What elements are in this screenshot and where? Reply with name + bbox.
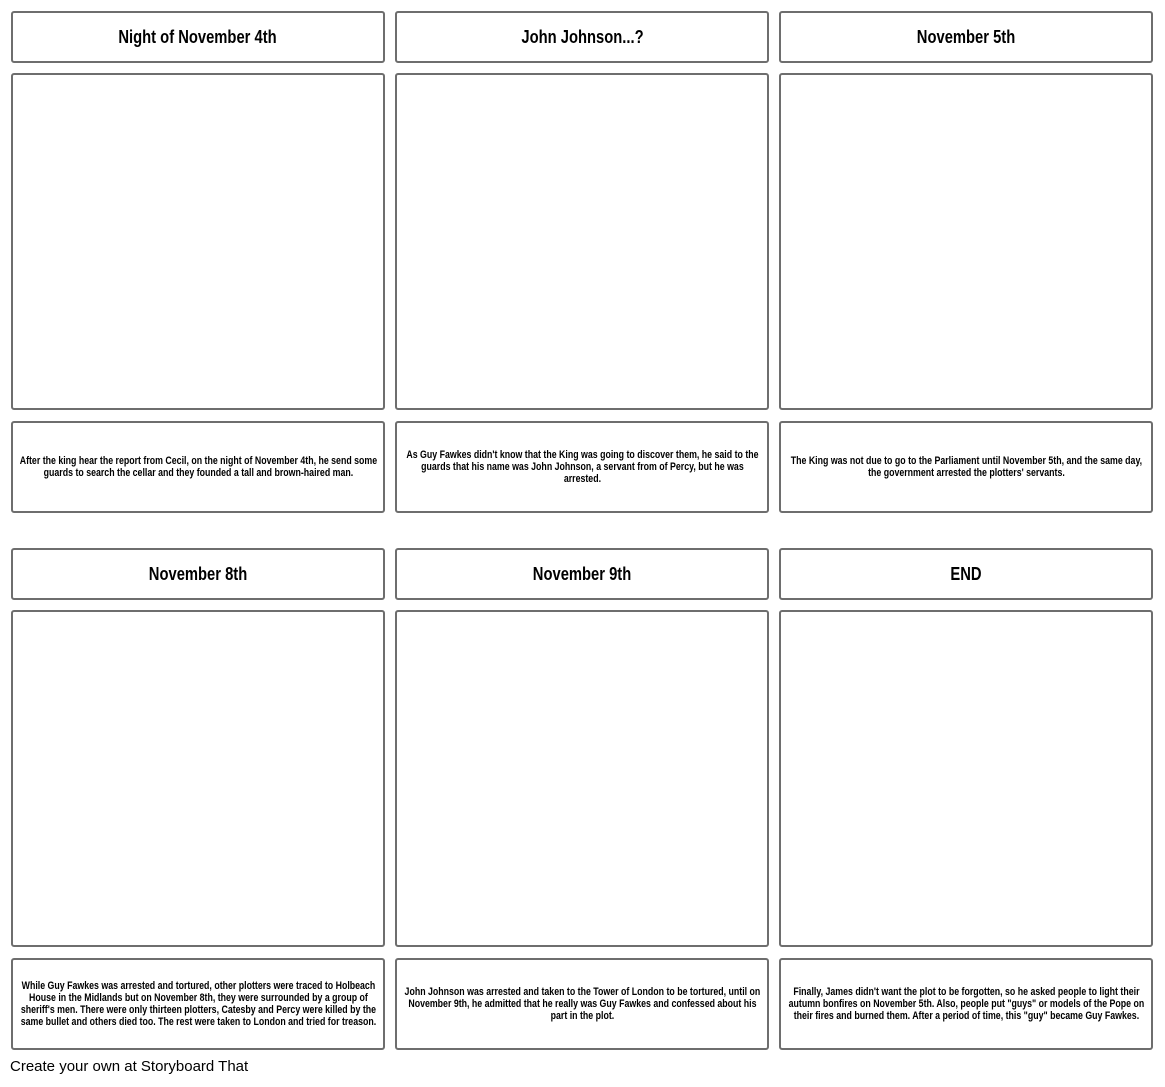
panel-5-title-box	[395, 548, 769, 600]
panel-3-title-box	[779, 11, 1153, 63]
panel-4-description-box	[11, 958, 385, 1050]
panel-1-title-box	[11, 11, 385, 63]
panel-1-description: After the king hear the report from Cecil, on the night of November 4th, he send some guards to search the cellar and they founded a tall and brown-haired man.	[19, 455, 377, 479]
panel-1-title: Night of November 4th	[118, 26, 278, 47]
panel-2-title: John Johnson...?	[520, 26, 644, 47]
panel-2-image-cell	[395, 73, 769, 410]
panel-6-description-box	[779, 958, 1153, 1050]
panel-2-description: As Guy Fawkes didn't know that the King was going to discover them, he said to the guards that his name was John Johnson, a servant from of Percy, but he was arrested.	[405, 449, 759, 485]
panel-2-title-box	[395, 11, 769, 63]
panel-4-image-cell	[11, 610, 385, 947]
panel-5-title: November 9th	[532, 563, 632, 584]
panel-4-description: While Guy Fawkes was arrested and tortured, other plotters were traced to Holbeach House in the Midlands but on November 8th, they were surrounded by a group of sheriff's men. There were only thirteen plotters, Catesby and Percy were killed by the same bullet and others died too. The rest were taken to London and tried for treason.	[20, 980, 376, 1028]
storyboard-that-link[interactable]: Create your own at Storyboard That	[10, 1058, 249, 1075]
panel-3-description: The King was not due to go to the Parliament until November 5th, and the same day, the government arrested the plotters' servants.	[790, 455, 1142, 479]
panel-4-title-box	[11, 548, 385, 600]
panel-6-description: Finally, James didn't want the plot to be forgotten, so he asked people to light their autumn bonfires on November 5th. Also, people put "guys" or models of the Pope on their fires and burned them. After a period of time, this "guy" became Guy Fawkes.	[788, 986, 1144, 1022]
panel-6-title-box	[779, 548, 1153, 600]
panel-1-image-cell	[11, 73, 385, 410]
panel-3-description-box	[779, 421, 1153, 513]
panel-3-title: November 5th	[916, 26, 1016, 47]
panel-3-image-cell	[779, 73, 1153, 410]
panel-4-title: November 8th	[148, 563, 248, 584]
panel-2-description-box	[395, 421, 769, 513]
panel-5-description-box	[395, 958, 769, 1050]
panel-1-description-box	[11, 421, 385, 513]
panel-5-description: John Johnson was arrested and taken to the Tower of London to be tortured, until on November 9th, he admitted that he really was Guy Fawkes and confessed about his part in the plot.	[404, 986, 760, 1022]
panel-6-image-cell	[779, 610, 1153, 947]
panel-6-title: END	[950, 563, 982, 584]
panel-5-image-cell	[395, 610, 769, 947]
